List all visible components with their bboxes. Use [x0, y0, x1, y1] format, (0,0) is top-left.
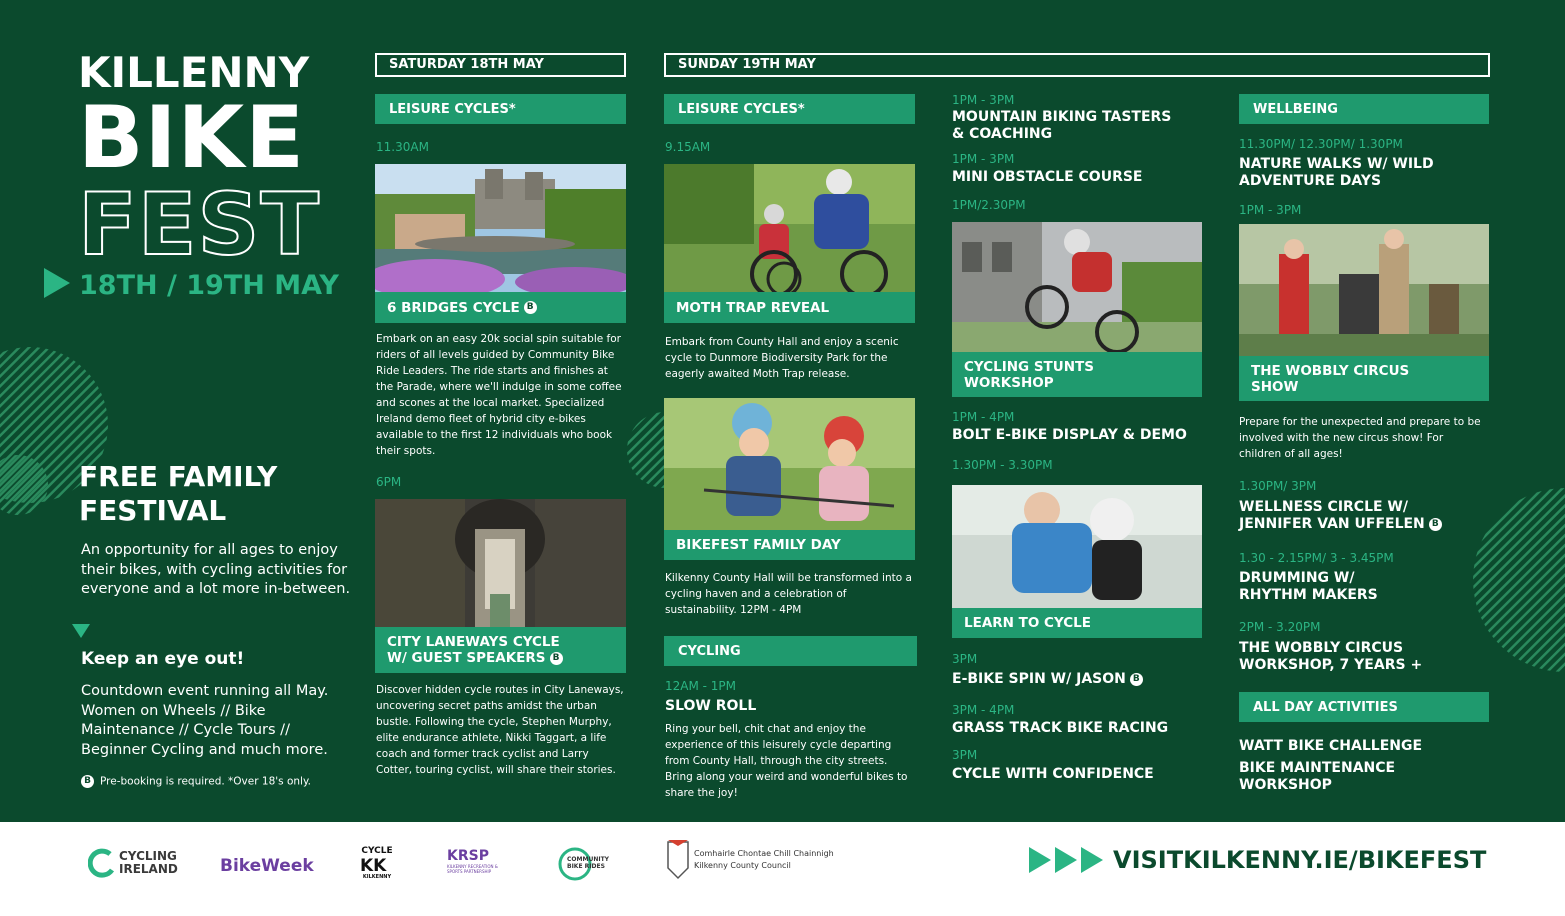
- sun-c1-e2-desc: Kilkenny County Hall will be transformed into a cycling haven and a celebration of sustainability. 12PM - 4PM: [665, 572, 912, 616]
- sun-c3-e5-title: [1239, 640, 1422, 674]
- sun-c3-e5-title-2: WORKSHOP, 7 YEARS +: [1239, 657, 1423, 673]
- sun-cycling-bar: CYCLING: [664, 636, 917, 666]
- website-link[interactable]: [1029, 846, 1486, 874]
- council-crest-icon: [666, 840, 690, 880]
- kilkenny-county-council-logo[interactable]: [666, 840, 834, 880]
- sun-c1-e1-caption: [664, 292, 915, 323]
- sun-c3-e1-time: 11.30PM/ 12.30PM/ 1.30PM: [1239, 137, 1403, 151]
- sat-e2-desc: Discover hidden cycle routes in City Laneways, uncovering secret paths amidst the urban bustle. Following the cycle, Stephen Murphy, elite endurance athlete, Nikki Taggart, a life coach and former track cyclist and Larry Cotter, touring cyclist, will share their stories.: [376, 684, 624, 776]
- sun-c3-e2-desc: Prepare for the unexpected and prepare to be involved with the new circus show! For children of all ages!: [1239, 416, 1481, 460]
- sun-c3-e3-title-1: WELLNESS CIRCLE W/: [1239, 499, 1408, 515]
- sun-c2-e3-title-1: CYCLING STUNTS: [964, 358, 1094, 375]
- sat-e1-desc: Embark on an easy 20k social spin suitable for riders of all levels guided by Community Bike Ride Leaders. The ride starts and finishes at the Parade, where we'll indulge in some coffee and scones at the local market. Specialized Ireland demo fleet of hybrid city e-bikes available to the first 12 individuals who book their spots.: [376, 333, 622, 457]
- triple-arrow-icon: [1029, 847, 1107, 873]
- down-arrow-icon: [72, 624, 90, 638]
- sun-c3-e5-time: 2PM - 3.20PM: [1239, 620, 1321, 634]
- sunday-header: SUNDAY 19TH MAY: [664, 53, 1490, 77]
- sun-c2-e1-title-2: & COACHING: [952, 126, 1053, 142]
- moth-trap-photo: [664, 164, 915, 292]
- kk-mark-icon: [360, 856, 394, 874]
- decorative-stripe-circle-small: [0, 450, 50, 520]
- stunts-photo: [952, 222, 1202, 352]
- sun-c3-e4-title-2: RHYTHM MAKERS: [1239, 587, 1378, 603]
- svg-text:KK: KK: [360, 856, 387, 874]
- sat-e2-title-2: W/ GUEST SPEAKERS: [387, 650, 546, 666]
- sun-c2-e6-time: 3PM: [952, 652, 978, 666]
- community-bike-rides-text-2: BIKE RIDES: [567, 863, 605, 870]
- sat-e1-title: 6 BRIDGES CYCLE: [387, 299, 520, 316]
- sun-c1-e1-time: 9.15AM: [665, 140, 711, 154]
- keep-eye-text: Countdown event running all May. Women on Wheels // Bike Maintenance // Cycle Tours // Beginner Cycling and much more.: [81, 683, 329, 758]
- play-arrow-icon: [44, 268, 70, 298]
- sun-c2-e1-title-1: MOUNTAIN BIKING TASTERS: [952, 109, 1172, 125]
- sat-e1-time: 11.30AM: [376, 140, 429, 154]
- decorative-stripe-circle-right: [1470, 480, 1565, 680]
- sun-c2-e6-title: [952, 671, 1143, 688]
- krsp-logo[interactable]: [447, 848, 507, 874]
- cycling-ireland-text-2: IRELAND: [119, 862, 178, 876]
- circus-photo: [1239, 224, 1489, 356]
- sun-c3-e1-title-1: NATURE WALKS W/ WILD: [1239, 156, 1434, 172]
- sun-c3-e2-title-2: SHOW: [1251, 378, 1299, 395]
- community-bike-rides-text-1: COMMUNITY: [567, 856, 610, 863]
- sun-c2-e3-time: 1PM/2.30PM: [952, 198, 1026, 212]
- festival-dates: 18TH / 19TH MAY: [79, 270, 339, 301]
- sun-c2-e3-caption: [952, 352, 1202, 397]
- community-bike-rides-logo[interactable]: [557, 846, 619, 882]
- all-day-item-2-line-1: BIKE MAINTENANCE: [1239, 760, 1396, 776]
- sun-c3-e3-title-2: JENNIFER VAN UFFELEN: [1239, 516, 1425, 532]
- booking-badge-icon: B: [1130, 673, 1143, 686]
- title-kilkenny: KILLENNY: [78, 48, 310, 97]
- sun-c3-e2-title-1: THE WOBBLY CIRCUS: [1251, 362, 1410, 379]
- sun-c3-e4-time: 1.30 - 2.15PM/ 3 - 3.45PM: [1239, 551, 1394, 565]
- sun-c3-e4-title-1: DRUMMING W/: [1239, 570, 1355, 586]
- cycle-kilkenny-text-2: KILKENNY: [362, 874, 392, 880]
- sun-c2-e4-title: BOLT E-BIKE DISPLAY & DEMO: [952, 427, 1187, 443]
- prebook-note: [81, 775, 311, 788]
- cycling-ireland-icon: [88, 848, 116, 878]
- all-day-item-2: [1239, 760, 1395, 794]
- sun-c2-e6-title-text: E-BIKE SPIN W/ JASON: [952, 671, 1126, 687]
- sun-c2-e5-time: 1.30PM - 3.30PM: [952, 458, 1053, 472]
- sun-c2-e4-time: 1PM - 4PM: [952, 410, 1015, 424]
- sun-wellbeing-bar: WELLBEING: [1239, 94, 1489, 124]
- sun-c2-e2-time: 1PM - 3PM: [952, 152, 1015, 166]
- sun-c3-e2-time: 1PM - 3PM: [1239, 203, 1302, 217]
- sat-leisure-bar: LEISURE CYCLES*: [375, 94, 626, 124]
- sun-c2-e8-title: CYCLE WITH CONFIDENCE: [952, 766, 1154, 782]
- free-family-heading: [79, 460, 277, 528]
- website-url[interactable]: VISITKILKENNY.IE/BIKEFEST: [1113, 846, 1487, 874]
- family-day-photo: [664, 398, 915, 530]
- sun-c1-e1-title: MOTH TRAP REVEAL: [676, 299, 830, 316]
- sun-c2-e1-time: 1PM - 3PM: [952, 93, 1015, 107]
- sun-c2-e3-title-2: WORKSHOP: [964, 374, 1054, 391]
- sat-e1-caption: [375, 292, 626, 323]
- sun-c2-e5-caption: [952, 608, 1202, 638]
- sat-e2-caption: [375, 627, 626, 673]
- learn-to-cycle-photo: [952, 485, 1202, 608]
- sun-c2-e5-title: LEARN TO CYCLE: [964, 615, 1091, 631]
- bikeweek-logo[interactable]: BikeWeek: [220, 856, 314, 876]
- all-day-bar: ALL DAY ACTIVITIES: [1239, 692, 1489, 722]
- sun-c2-e7-time: 3PM - 4PM: [952, 703, 1015, 717]
- all-day-item-2-line-2: WORKSHOP: [1239, 777, 1332, 793]
- sun-c3-e3-title: [1239, 499, 1442, 533]
- sun-c1-e2-title: BIKEFEST FAMILY DAY: [676, 537, 841, 553]
- heading-line-2: FESTIVAL: [79, 494, 227, 527]
- sun-c2-e8-time: 3PM: [952, 748, 978, 762]
- sun-c3-e1-title: [1239, 156, 1434, 190]
- sun-c1-e2-caption: [664, 530, 915, 560]
- sun-c2-e7-title: GRASS TRACK BIKE RACING: [952, 720, 1169, 736]
- sun-c1-e3-title: SLOW ROLL: [665, 698, 757, 714]
- keep-eye-heading: Keep an eye out!: [81, 649, 245, 669]
- sun-c3-e4-title: [1239, 570, 1378, 604]
- booking-badge-icon: B: [81, 775, 94, 788]
- sun-c2-e2-title: MINI OBSTACLE COURSE: [952, 169, 1143, 185]
- intro-text: An opportunity for all ages to enjoy their bikes, with cycling activities for everyone and a lot more in-between.: [81, 542, 351, 597]
- sun-c3-e3-time: 1.30PM/ 3PM: [1239, 479, 1317, 493]
- sun-c2-e1-title: [952, 109, 1171, 143]
- sun-c3-e2-caption: [1239, 356, 1489, 401]
- krsp-text: KRSP: [447, 848, 489, 864]
- sun-c3-e1-title-2: ADVENTURE DAYS: [1239, 173, 1382, 189]
- council-text-2: Kilkenny County Council: [694, 861, 791, 870]
- booking-badge-icon: B: [1429, 518, 1442, 531]
- cycling-ireland-text-1: CYCLING: [119, 849, 177, 863]
- council-text-1: Comhairle Chontae Chill Chainnigh: [694, 849, 834, 858]
- sat-e2-title-1: CITY LANEWAYS CYCLE: [387, 634, 560, 650]
- cycling-ireland-logo[interactable]: [88, 848, 178, 878]
- title-fest: FEST: [78, 175, 321, 275]
- cycle-kilkenny-text-1: CYCLE: [361, 846, 393, 856]
- all-day-item-1: WATT BIKE CHALLENGE: [1239, 738, 1423, 754]
- kilkenny-castle-photo: [375, 164, 626, 292]
- title-bike: BIKE: [78, 88, 305, 188]
- sun-c1-e3-desc: Ring your bell, chit chat and enjoy the experience of this leisurely cycle departing from County Hall, through the city streets. Bring along your weird and wonderful bikes to share the joy!: [665, 723, 908, 799]
- sun-leisure-bar: LEISURE CYCLES*: [664, 94, 915, 124]
- sun-c1-e3-time: 12AM - 1PM: [665, 679, 737, 693]
- booking-badge-icon: B: [524, 301, 537, 314]
- prebook-note-text: Pre-booking is required. *Over 18's only.: [100, 775, 311, 788]
- saturday-header: SATURDAY 18TH MAY: [375, 53, 626, 77]
- heading-line-1: FREE FAMILY: [79, 460, 278, 493]
- cycle-kilkenny-logo[interactable]: [360, 846, 394, 880]
- krsp-subtext: KILKENNY RECREATION & SPORTS PARTNERSHIP: [447, 864, 498, 874]
- sponsor-footer: [0, 822, 1565, 916]
- laneway-photo: [375, 499, 626, 627]
- booking-badge-icon: B: [550, 652, 563, 665]
- sat-e2-time: 6PM: [376, 475, 402, 489]
- sun-c1-e1-desc: Embark from County Hall and enjoy a scenic cycle to Dunmore Biodiversity Park for the eagerly awaited Moth Trap release.: [665, 336, 899, 380]
- sun-c3-e5-title-1: THE WOBBLY CIRCUS: [1239, 640, 1404, 656]
